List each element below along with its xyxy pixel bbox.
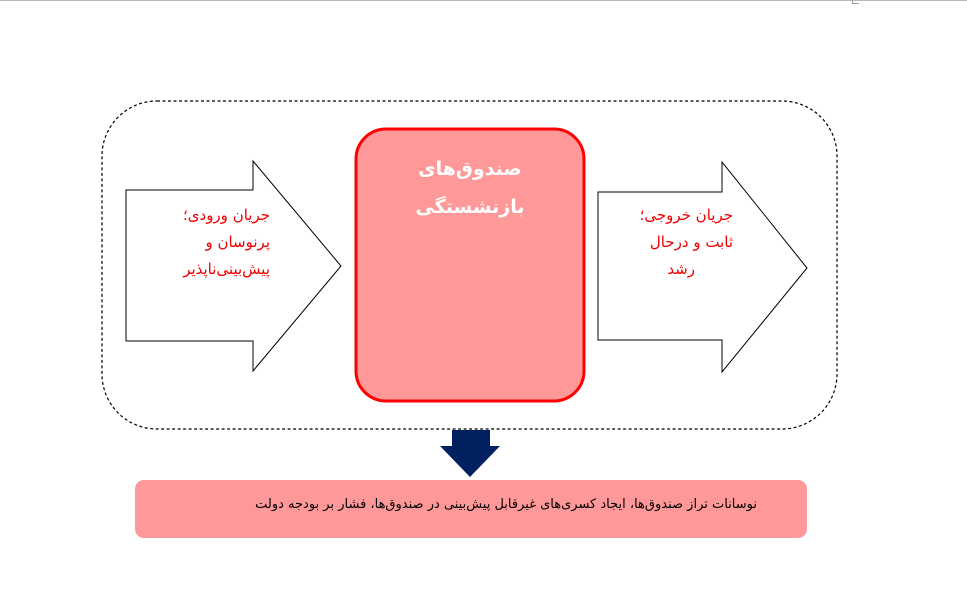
output-flow-label — [608, 202, 733, 283]
pension-funds-line-1: صندوق‌های — [418, 158, 522, 180]
down-arrow-icon — [440, 430, 500, 477]
input-flow-label — [140, 202, 270, 283]
output-flow-line-3: رشد — [667, 260, 695, 278]
output-flow-line-2: ثابت و درحال — [649, 233, 733, 251]
input-flow-line-3: پیش‌بینی‌ناپذیر — [183, 260, 270, 278]
output-flow-line-1: جریان خروجی؛ — [639, 206, 733, 224]
input-flow-line-2: پرنوسان و — [205, 233, 270, 251]
consequence-text: نوسانات تراز صندوق‌ها، ایجاد کسری‌های غیرقابل پیش‌بینی در صندوق‌ها، فشار بر بودجه دولت — [255, 497, 757, 512]
pension-funds-label — [356, 150, 584, 226]
pension-funds-line-2: بازنشستگی — [415, 196, 525, 218]
input-flow-line-1: جریان ورودی؛ — [183, 206, 270, 224]
consequence-bar — [135, 480, 807, 538]
